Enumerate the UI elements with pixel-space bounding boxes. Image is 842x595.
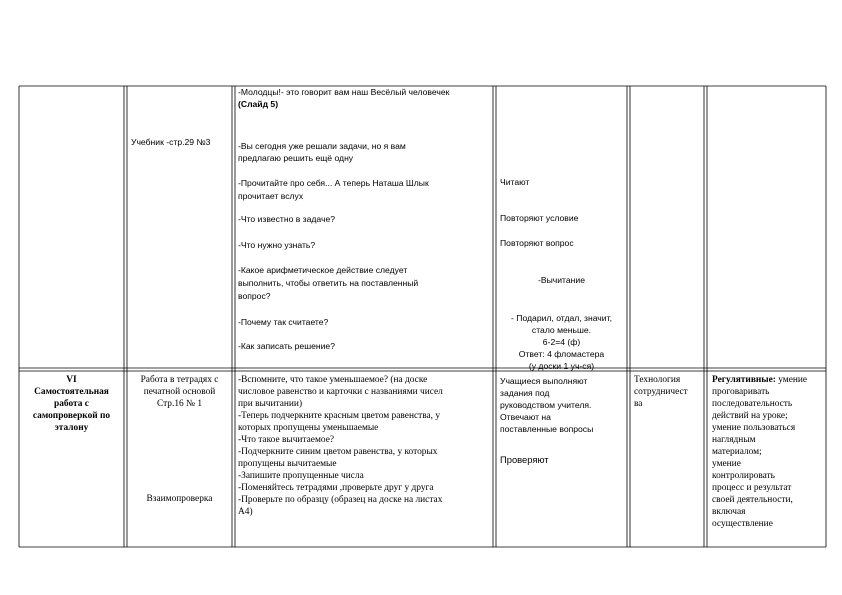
uud-line: умение: [712, 459, 741, 469]
technology-label: Технология: [634, 375, 681, 385]
student-line: поставленные вопросы: [500, 424, 594, 434]
student-line: 6-2=4 (ф): [542, 337, 581, 347]
uud-line: материалом;: [712, 447, 762, 457]
uud-line: последовательность: [712, 399, 793, 409]
uud-line: наглядным: [712, 435, 756, 445]
work-form: Стр.16 № 1: [156, 399, 203, 409]
stage-title: работа с: [54, 399, 89, 409]
uud-line: действий на уроке;: [712, 411, 788, 421]
student-line: Учащиеся выполняют: [500, 376, 588, 386]
student-line: (у доски 1 уч-ся): [528, 361, 595, 371]
uud-line: осуществление: [712, 519, 773, 529]
uud-line: проговаривать: [712, 387, 770, 397]
uud-line: процесс и результат: [712, 483, 792, 493]
teacher-line: -Как записать решение?: [238, 341, 335, 351]
teacher-line: -Запишите пропущенные числа: [238, 471, 364, 481]
teacher-line: пропущены вычитаемые: [238, 459, 337, 469]
teacher-line: -Какое арифметическое действие следует: [238, 265, 408, 275]
teacher-line: предлагаю решить ещё одну: [238, 153, 354, 163]
technology-label: ва: [634, 399, 643, 409]
uud-lead-rest: умение: [775, 375, 808, 385]
textbook-reference: Учебник -стр.29 №3: [131, 137, 211, 147]
slide-reference: (Слайд 5): [238, 99, 279, 109]
uud-lead: Регулятивные:: [712, 375, 776, 385]
student-line: Ответ: 4 фломастера: [518, 349, 605, 359]
teacher-line: выполнить, чтобы ответить на поставленный: [238, 278, 419, 288]
student-line: стало меньше.: [531, 325, 592, 335]
teacher-line: -Что нужно узнать?: [238, 240, 316, 250]
teacher-line: прочитает вслух: [238, 191, 304, 201]
student-line: Читают: [500, 177, 530, 187]
technology-label: сотрудничест: [634, 387, 688, 397]
stage-title: эталону: [54, 423, 89, 433]
student-line: Повторяют условие: [500, 213, 579, 223]
teacher-line: которых пропущены уменьшаемые: [238, 423, 379, 433]
stage-number: VI: [66, 375, 77, 385]
teacher-line: -Подчеркните синим цветом равенства, у которых: [238, 447, 438, 457]
student-line: Отвечают на: [500, 412, 551, 422]
uud-line: включая: [712, 507, 746, 517]
work-form: печатной основой: [143, 387, 216, 397]
work-form: Работа в тетрадях с: [140, 375, 219, 385]
student-line: -Вычитание: [538, 275, 585, 285]
teacher-line: числовое равенство и карточки с названиями чисел: [238, 387, 443, 397]
teacher-line: -Проверьте по образцу (образец на доске на листах: [238, 495, 443, 505]
teacher-line: -Что такое вычитаемое?: [238, 435, 335, 445]
teacher-line: при вычитании): [238, 399, 303, 409]
teacher-line: -Вы сегодня уже решали задачи, но я вам: [238, 141, 406, 151]
uud-line: контролировать: [712, 471, 775, 481]
teacher-line: -Молодцы!- это говорит вам наш Весёлый человечек: [238, 87, 450, 97]
teacher-line: вопрос?: [238, 291, 271, 301]
uud-heading: [712, 374, 807, 386]
teacher-line: -Что известно в задаче?: [238, 214, 336, 224]
stage-title: самопроверкой по: [32, 411, 111, 421]
uud-line: умение пользоваться: [712, 423, 796, 433]
teacher-line: -Теперь подчеркните красным цветом равенства, у: [238, 411, 441, 421]
teacher-line: А4): [238, 507, 253, 517]
teacher-line: -Вспомните, что такое уменьшаемое? (на доске: [238, 375, 428, 385]
student-line: Проверяют: [500, 454, 549, 465]
teacher-line: -Прочитайте про себя... А теперь Наташа Шлык: [238, 178, 429, 188]
student-line: руководством учителя.: [500, 400, 592, 410]
uud-line: своей деятельности,: [712, 495, 793, 505]
stage-title: Самостоятельная: [34, 387, 109, 397]
work-form: Взаимопроверка: [146, 494, 213, 504]
teacher-line: -Поменяйтесь тетрадями ,проверьте друг у друга: [238, 483, 434, 493]
teacher-line: -Почему так считаете?: [238, 317, 329, 327]
student-line: - Подарил, отдал, значит,: [511, 313, 612, 323]
student-line: Повторяют вопрос: [500, 238, 574, 248]
student-line: задания под: [500, 388, 550, 398]
